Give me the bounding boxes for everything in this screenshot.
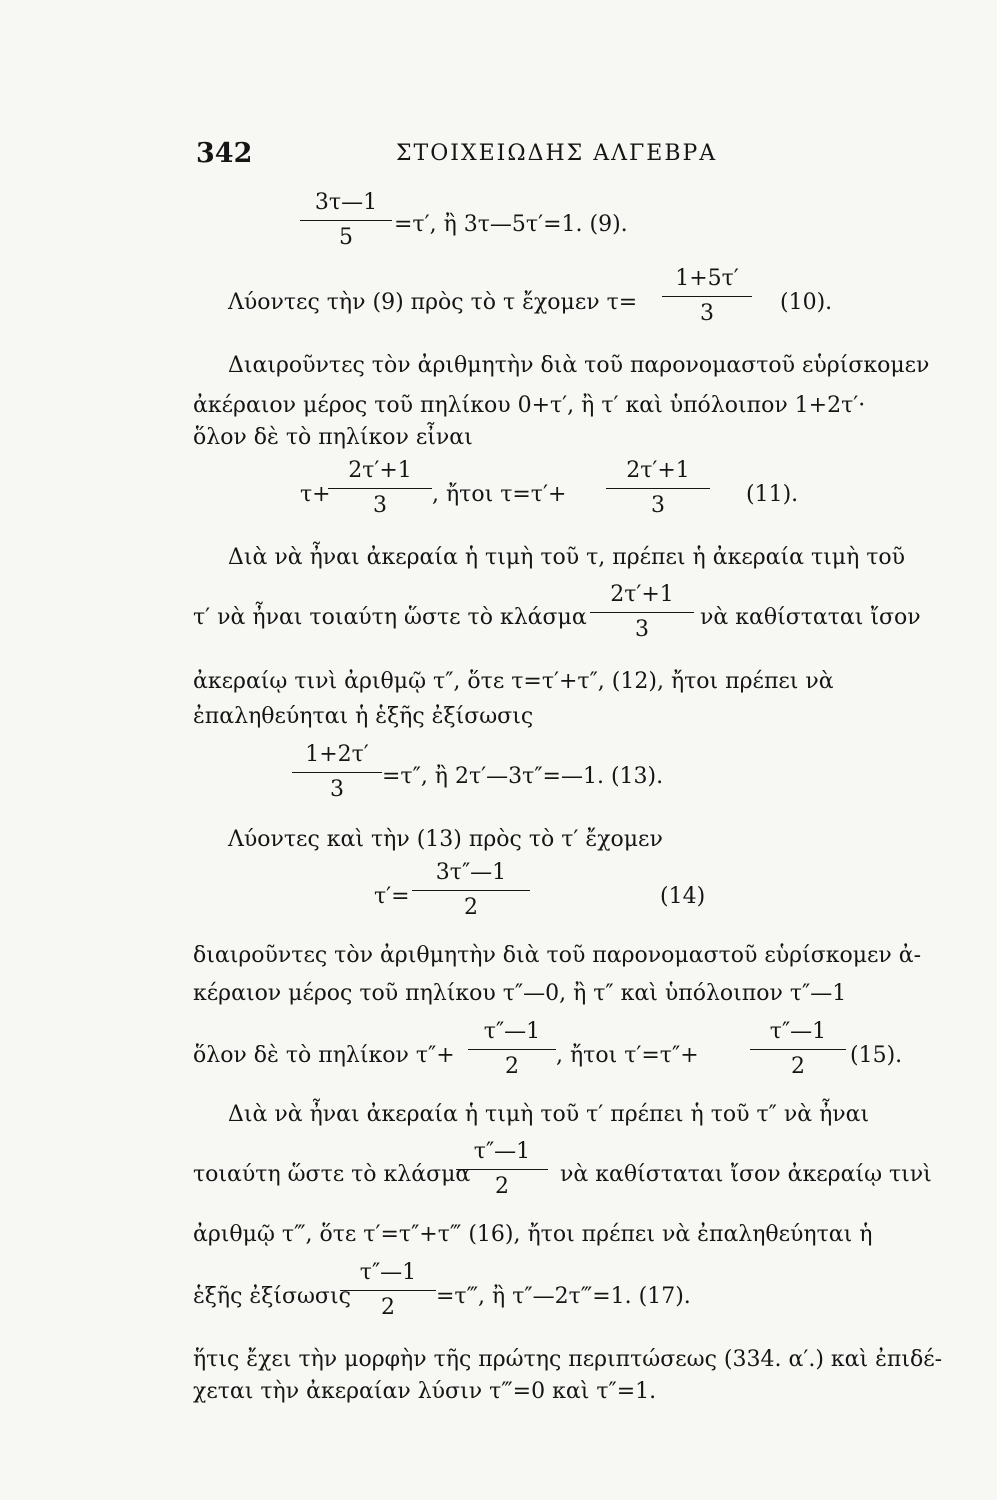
text-line: ἀκεραίῳ τινὶ ἀριθμῷ τ″, ὅτε τ=τ′+τ″, (12), ἤτοι πρέπει νὰ — [193, 669, 834, 694]
text-line: νὰ καθίσταται ἴσον ἀκεραίῳ τινὶ — [560, 1162, 932, 1187]
fraction — [662, 266, 752, 327]
text-line: τ′ νὰ ἦναι τοιαύτη ὥστε τὸ κλάσμα — [193, 605, 587, 630]
equation-tag: (15). — [850, 1043, 903, 1068]
fraction — [456, 1139, 548, 1200]
page-header — [196, 138, 756, 178]
equation-lead: ἑξῆς ἐξίσωσις — [193, 1284, 351, 1309]
equation-text: , ἤτοι τ=τ′+ — [432, 482, 567, 507]
fraction — [590, 582, 694, 643]
denominator: 3 — [606, 488, 710, 519]
equation-tag: (11). — [746, 482, 799, 507]
equation-text: =τ′, ἢ 3τ—5τ′=1. (9). — [394, 212, 628, 237]
numerator: 2τ′+1 — [348, 458, 412, 483]
text-line: ἐπαληθεύηται ἡ ἑξῆς ἐξίσωσις — [193, 704, 534, 729]
text-line: Διὰ νὰ ἦναι ἀκεραία ἡ τιμὴ τοῦ τ, πρέπει ἡ ἀκεραία τιμὴ τοῦ — [228, 545, 906, 570]
denominator: 3 — [328, 488, 432, 519]
denominator: 2 — [750, 1049, 846, 1080]
equation-text: , ἤτοι τ′=τ″+ — [556, 1043, 699, 1068]
numerator: 3τ—1 — [314, 190, 378, 215]
numerator: τ″—1 — [483, 1019, 541, 1044]
equation-text: =τ″, ἢ 2τ′—3τ″=—1. (13). — [382, 764, 664, 789]
fraction — [412, 860, 530, 921]
fraction — [468, 1019, 556, 1080]
fraction — [300, 190, 392, 251]
text-line: νὰ καθίσταται ἴσον — [700, 605, 921, 630]
fraction — [328, 458, 432, 519]
equation-tag: (10). — [780, 290, 833, 315]
denominator: 3 — [292, 772, 382, 803]
running-title: ΣΤΟΙΧΕΙΩΔΗΣ ΑΛΓΕΒΡΑ — [396, 141, 718, 166]
text-line: διαιροῦντες τὸν ἀριθμητὴν διὰ τοῦ παρονομαστοῦ εὑρίσκομεν ἀ- — [193, 943, 922, 968]
numerator: 1+2τ′ — [305, 742, 369, 767]
text-line: Διὰ νὰ ἦναι ἀκεραία ἡ τιμὴ τοῦ τ′ πρέπει ἡ τοῦ τ″ νὰ ἦναι — [228, 1102, 870, 1127]
equation-lead: τ+ — [300, 482, 331, 507]
numerator: 3τ″—1 — [435, 860, 507, 885]
text-line: ὅλον δὲ τὸ πηλίκον εἶναι — [193, 425, 473, 450]
fraction — [750, 1019, 846, 1080]
numerator: 1+5τ′ — [675, 266, 739, 291]
text-line: Διαιροῦντες τὸν ἀριθμητὴν διὰ τοῦ παρονομαστοῦ εὑρίσκομεν — [228, 353, 930, 378]
equation-lead: τ′= — [374, 884, 410, 909]
numerator: 2τ′+1 — [626, 458, 690, 483]
denominator: 5 — [300, 220, 392, 251]
equation-lead: ὅλον δὲ τὸ πηλίκον τ″+ — [193, 1043, 455, 1068]
page-number: 342 — [196, 138, 253, 169]
text-line: ἀριθμῷ τ‴, ὅτε τ′=τ″+τ‴ (16), ἤτοι πρέπει νὰ ἐπαληθεύηται ἡ — [193, 1222, 873, 1247]
text-line: Λύοντες καὶ τὴν (13) πρὸς τὸ τ′ ἔχομεν — [228, 827, 663, 852]
numerator: τ″—1 — [359, 1260, 417, 1285]
fraction — [292, 742, 382, 803]
numerator: τ″—1 — [769, 1019, 827, 1044]
text-line: χεται τὴν ἀκεραίαν λύσιν τ‴=0 καὶ τ″=1. — [193, 1379, 657, 1404]
text-line: ἀκέραιον μέρος τοῦ πηλίκου 0+τ′, ἢ τ′ καὶ ὑπόλοιπον 1+2τ′· — [193, 393, 866, 418]
text-line: τοιαύτη ὥστε τὸ κλάσμα — [193, 1162, 471, 1187]
fraction — [340, 1260, 436, 1321]
denominator: 3 — [662, 296, 752, 327]
denominator: 2 — [340, 1290, 436, 1321]
equation-text: =τ‴, ἢ τ″—2τ‴=1. (17). — [436, 1284, 691, 1309]
equation-lead: Λύοντες τὴν (9) πρὸς τὸ τ ἔχομεν τ= — [228, 290, 638, 315]
denominator: 3 — [590, 612, 694, 643]
equation-tag: (14) — [660, 884, 706, 909]
fraction — [606, 458, 710, 519]
denominator: 2 — [468, 1049, 556, 1080]
numerator: τ″—1 — [473, 1139, 531, 1164]
denominator: 2 — [412, 890, 530, 921]
text-line: ἥτις ἔχει τὴν μορφὴν τῆς πρώτης περιπτώσεως (334. α′.) καὶ ἐπιδέ- — [193, 1347, 943, 1372]
text-line: κέραιον μέρος τοῦ πηλίκου τ″—0, ἢ τ″ καὶ ὑπόλοιπον τ″—1 — [193, 981, 847, 1006]
numerator: 2τ′+1 — [610, 582, 674, 607]
denominator: 2 — [456, 1169, 548, 1200]
